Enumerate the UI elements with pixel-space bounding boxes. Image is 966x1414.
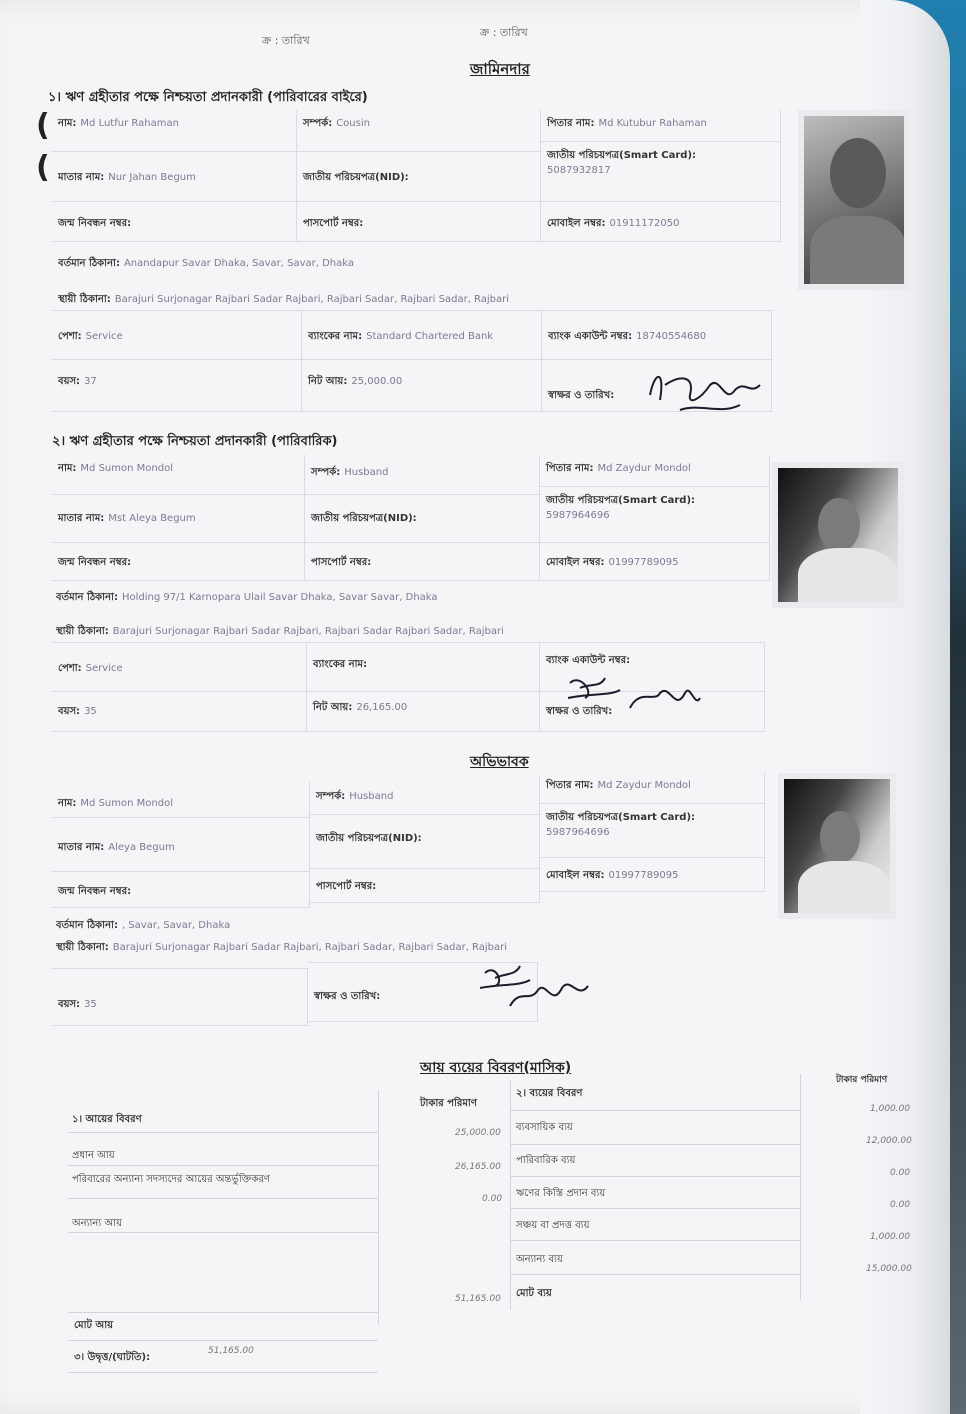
ref-left: ক্র : তারিখ: [262, 34, 310, 47]
g2-father: পিতার নাম: Md Zaydur Mondol: [540, 455, 770, 487]
g1-net-income: নিট আয়: 25,000.00: [302, 360, 542, 412]
expense-row-value: 12,000.00: [866, 1136, 912, 1146]
g2-photo: [772, 462, 904, 608]
gd-nid: জাতীয় পরিচয়পত্র(NID):: [310, 815, 540, 869]
g1-mobile: মোবাইল নম্বর: 01911172050: [541, 202, 781, 242]
gd-permanent-address: স্থায়ী ঠিকানা: Barajuri Surjonagar Rajbari Sadar Rajbari, Rajbari Sadar, Rajbari Sadar, Rajbari: [56, 942, 508, 953]
g2-present-address: বর্তমান ঠিকানা: Holding 97/1 Karnopara Ulail Savar Dhaka, Savar Savar, Dhaka: [56, 592, 438, 603]
income-row-value: 26,165.00: [455, 1162, 501, 1172]
surplus-label: ৩। উদ্বৃত্ত/(ঘাটতি):: [74, 1352, 151, 1363]
table-rule: [510, 1144, 800, 1145]
g1-signature-field: স্বাক্ষর ও তারিখ:: [542, 360, 772, 412]
income-row-value: 0.00: [482, 1194, 503, 1204]
g1-name: নাম: Md Lutfur Rahaman: [52, 110, 297, 152]
expense-row-label: পারিবারিক ব্যয়: [516, 1155, 576, 1166]
g2-signature: [560, 668, 710, 728]
g2-smartcard: জাতীয় পরিচয়পত্র(Smart Card): 5987964696: [540, 487, 770, 543]
g1-bank: ব্যাংকের নাম: Standard Chartered Bank: [302, 310, 542, 360]
expense-row-value: 0.00: [890, 1200, 911, 1210]
gd-mobile: মোবাইল নম্বর: 01997789095: [540, 858, 765, 892]
table-rule: [68, 1198, 378, 1199]
total-expense-label: মোট ব্যয়: [516, 1288, 552, 1299]
gd-smartcard: জাতীয় পরিচয়পত্র(Smart Card): 5987964696: [540, 804, 765, 858]
section-guarantor-1-title: ১। ঋণ গ্রহীতার পক্ষে নিশ্চয়তা প্রদানকারী (পারিবারের বাইরে): [48, 90, 368, 105]
g2-passport: পাসপোর্ট নম্বর:: [305, 543, 540, 581]
table-divider: [510, 1080, 511, 1310]
ref-right: ক্র : তারিখ: [480, 26, 528, 39]
table-divider: [800, 1074, 801, 1300]
g2-relation: সম্পর্ক: Husband: [305, 455, 540, 495]
table-rule: [510, 1240, 800, 1241]
g1-passport: পাসপোর্ট নম্বর:: [297, 202, 541, 242]
expense-row-label: অন্যান্য ব্যয়: [516, 1254, 563, 1265]
gd-age: বয়স: 35: [52, 968, 308, 1026]
gd-signature-field: স্বাক্ষর ও তারিখ:: [308, 962, 538, 1022]
g2-account: ব্যাংক একাউন্ট নম্বর:: [540, 642, 765, 692]
expense-row-value: 1,000.00: [870, 1232, 911, 1242]
section-guarantor-2-title: ২। ঋণ গ্রহীতার পক্ষে নিশ্চয়তা প্রদানকারী (পারিবারিক): [52, 434, 338, 449]
g1-permanent-address: স্থায়ী ঠিকানা: Barajuri Surjonagar Rajbari Sadar Rajbari, Rajbari Sadar, Rajbari Sadar, Rajbari: [58, 294, 510, 305]
gd-photo: [778, 773, 896, 919]
expense-section-title: ২। ব্যয়ের বিবরণ: [516, 1088, 583, 1099]
g1-nid: জাতীয় পরিচয়পত্র(NID):: [297, 152, 541, 202]
table-divider: [378, 1090, 379, 1325]
expense-row-label: সঞ্চয় বা প্রদত্ত ব্যয়: [516, 1220, 590, 1231]
gd-father: পিতার নাম: Md Zaydur Mondol: [540, 772, 765, 804]
gd-passport: পাসপোর্ট নম্বর:: [310, 869, 540, 903]
g1-smartcard: জাতীয় পরিচয়পত্র(Smart Card): 5087932817: [541, 142, 781, 202]
g1-photo: [798, 110, 910, 290]
bracket-mark: (: [36, 108, 50, 143]
amount-header-expense: টাকার পরিমাণ: [836, 1075, 888, 1085]
g1-relation: সম্পর্ক: Cousin: [297, 110, 541, 152]
table-rule: [510, 1274, 800, 1275]
expense-row-label: ঋণের কিস্তি প্রদান ব্যয়: [516, 1188, 606, 1199]
g2-age: বয়স: 35: [52, 692, 307, 732]
g1-signature: [640, 365, 770, 425]
gd-present-address: বর্তমান ঠিকানা: , Savar, Savar, Dhaka: [56, 920, 231, 931]
expense-row-value: 1,000.00: [870, 1104, 911, 1114]
g2-permanent-address: স্থায়ী ঠিকানা: Barajuri Surjonagar Rajbari Sadar Rajbari, Rajbari Sadar Rajbari Sadar, Rajbari: [56, 626, 504, 637]
g1-mother: মাতার নাম: Nur Jahan Begum: [52, 152, 297, 202]
bracket-mark: (: [36, 150, 50, 185]
gd-birth-reg: জন্ম নিবন্ধন নম্বর:: [52, 872, 310, 908]
table-rule: [68, 1312, 378, 1313]
table-rule: [68, 1132, 378, 1133]
amount-header-income: টাকার পরিমাণ: [420, 1098, 477, 1109]
table-rule: [68, 1340, 378, 1341]
surplus-value: 51,165.00: [208, 1346, 254, 1356]
table-rule: [68, 1165, 378, 1166]
gd-relation: সম্পর্ক: Husband: [310, 775, 540, 815]
g2-bank: ব্যাংকের নাম:: [307, 642, 540, 692]
expense-row-value: 0.00: [890, 1168, 911, 1178]
g1-age: বয়স: 37: [52, 360, 302, 412]
table-rule: [510, 1110, 800, 1111]
g2-mother: মাতার নাম: Mst Aleya Begum: [52, 495, 305, 543]
page-title: জামিনদার: [470, 60, 530, 78]
income-row-label: পরিবারের অন্যান্য সদস্যদের আয়ের অন্তর্ভুক্তিকরণ: [72, 1174, 270, 1185]
income-row-label: অন্যান্য আয়: [72, 1218, 123, 1229]
g2-nid: জাতীয় পরিচয়পত্র(NID):: [305, 495, 540, 543]
gd-name: নাম: Md Sumon Mondol: [52, 782, 310, 818]
table-rule: [510, 1208, 800, 1209]
total-income-label: মোট আয়: [74, 1320, 113, 1331]
guardian-title: অভিভাবক: [470, 754, 529, 770]
g1-account: ব্যাংক একাউন্ট নম্বর: 18740554680: [542, 310, 772, 360]
expense-row-label: ব্যবসায়িক ব্যয়: [516, 1122, 573, 1133]
g1-occupation: পেশা: Service: [52, 310, 302, 360]
table-rule: [68, 1372, 378, 1373]
g2-birth-reg: জন্ম নিবন্ধন নম্বর:: [52, 543, 305, 581]
g1-father: পিতার নাম: Md Kutubur Rahaman: [541, 110, 781, 142]
g2-occupation: পেশা: Service: [52, 642, 307, 692]
table-rule: [510, 1176, 800, 1177]
g2-mobile: মোবাইল নম্বর: 01997789095: [540, 543, 770, 581]
income-row-label: প্রধান আয়: [72, 1150, 115, 1161]
gd-signature: [470, 958, 600, 1018]
gd-mother: মাতার নাম: Aleya Begum: [52, 818, 310, 872]
income-row-value: 25,000.00: [455, 1128, 501, 1138]
income-section-title: ১। আয়ের বিবরণ: [72, 1114, 142, 1125]
total-income-value: 51,165.00: [455, 1294, 501, 1304]
finance-title: আয় ব্যয়ের বিবরণ(মাসিক): [420, 1060, 572, 1076]
g1-birth-reg: জন্ম নিবন্ধন নম্বর:: [52, 202, 297, 242]
g1-present-address: বর্তমান ঠিকানা: Anandapur Savar Dhaka, Savar, Savar, Dhaka: [58, 258, 355, 269]
g2-signature-field: স্বাক্ষর ও তারিখ:: [540, 692, 765, 732]
g2-net-income: নিট আয়: 26,165.00: [307, 692, 540, 732]
total-expense-value: 15,000.00: [866, 1264, 912, 1274]
g2-name: নাম: Md Sumon Mondol: [52, 455, 305, 495]
